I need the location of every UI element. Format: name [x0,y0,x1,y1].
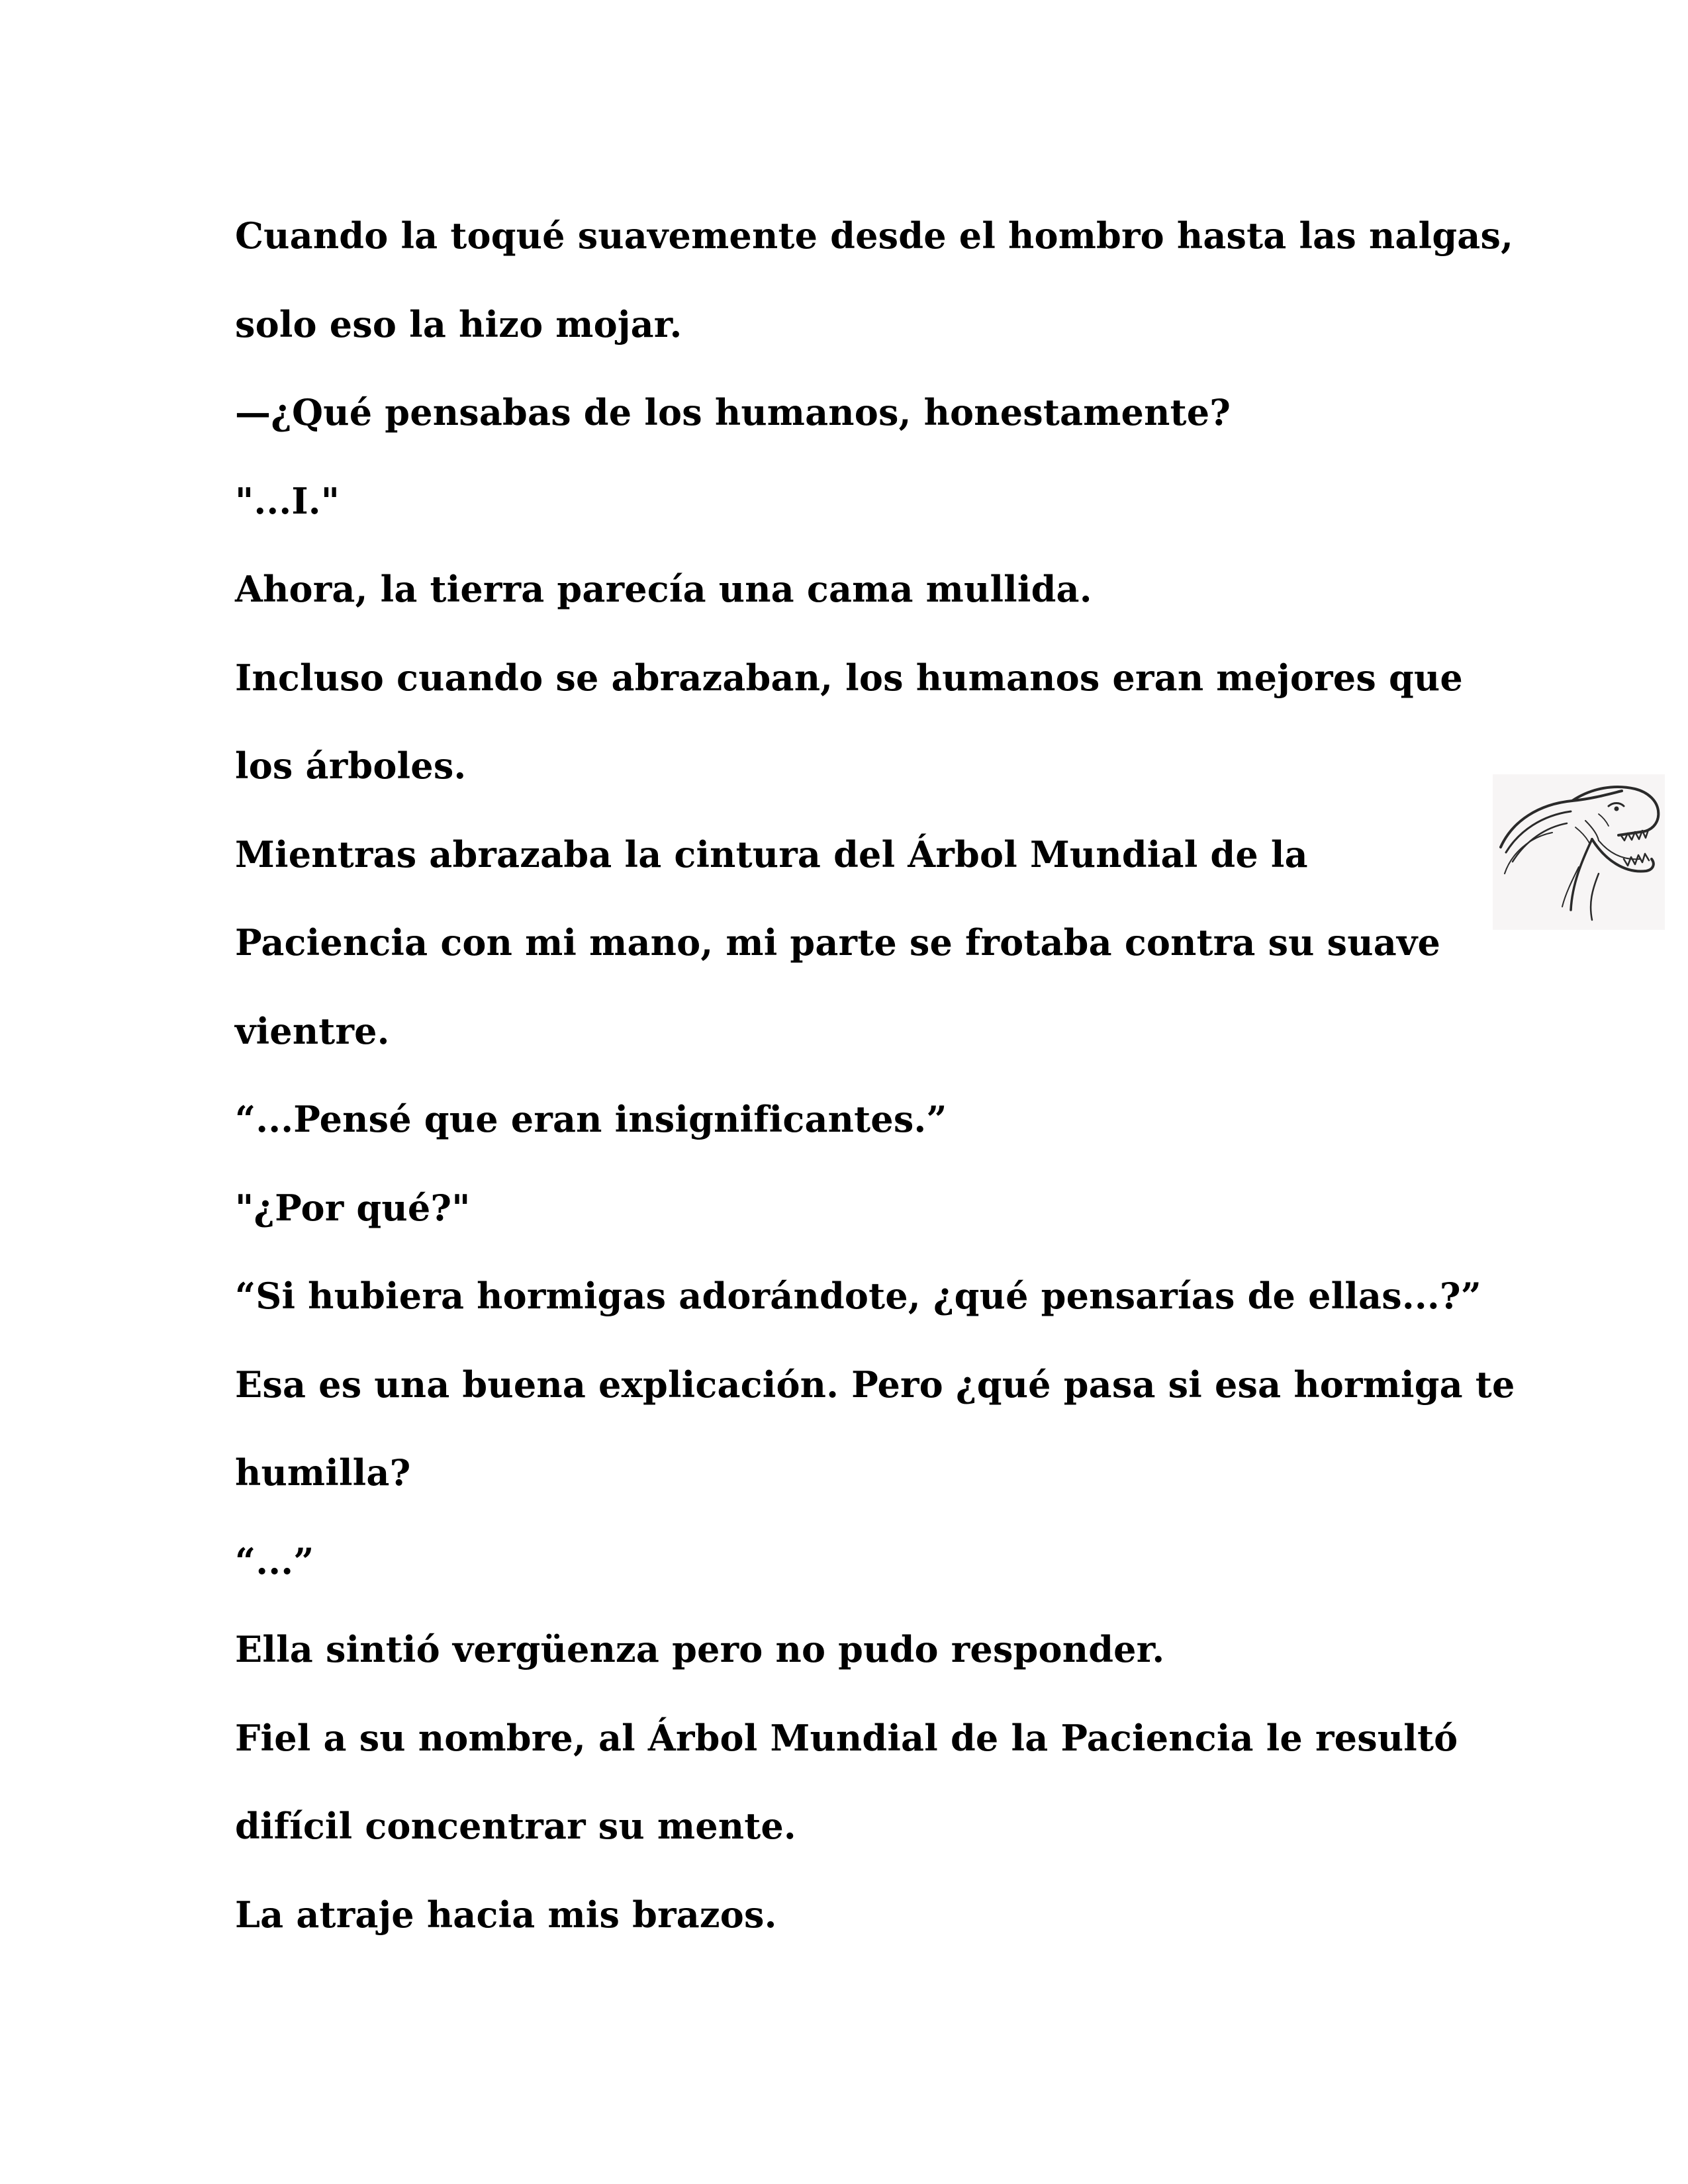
text-line: “...” [235,1539,314,1582]
text-line: los árboles. [235,745,467,787]
text-line: Paciencia con mi mano, mi parte se frotaba contra su suave [235,921,1441,964]
text-line: humilla? [235,1451,411,1494]
text-line: "¿Por qué?" [235,1186,471,1229]
text-line: Esa es una buena explicación. Pero ¿qué pasa si esa hormiga te [235,1363,1515,1406]
dinosaur-head-sketch-icon [1493,774,1665,930]
text-line: Mientras abrazaba la cintura del Árbol Mundial de la [235,833,1308,876]
text-line: “Si hubiera hormigas adorándote, ¿qué pensarías de ellas...?” [235,1275,1481,1317]
text-line: difícil concentrar su mente. [235,1805,796,1847]
text-line: Cuando la toqué suavemente desde el hombro hasta las nalgas, [235,214,1514,257]
text-line: "...I." [235,479,340,522]
text-line: Fiel a su nombre, al Árbol Mundial de la Paciencia le resultó [235,1716,1458,1759]
text-line: Ella sintió vergüenza pero no pudo responder. [235,1628,1165,1670]
text-line: “...Pensé que eran insignificantes.” [235,1098,947,1140]
body-text [235,192,1515,1959]
text-line: Ahora, la tierra parecía una cama mullida. [235,568,1092,610]
text-line: vientre. [235,1009,390,1052]
text-line: —¿Qué pensabas de los humanos, honestamente? [235,391,1231,433]
text-line: Incluso cuando se abrazaban, los humanos eran mejores que [235,656,1463,699]
text-line: solo eso la hizo mojar. [235,302,682,345]
text-line: La atraje hacia mis brazos. [235,1893,777,1936]
